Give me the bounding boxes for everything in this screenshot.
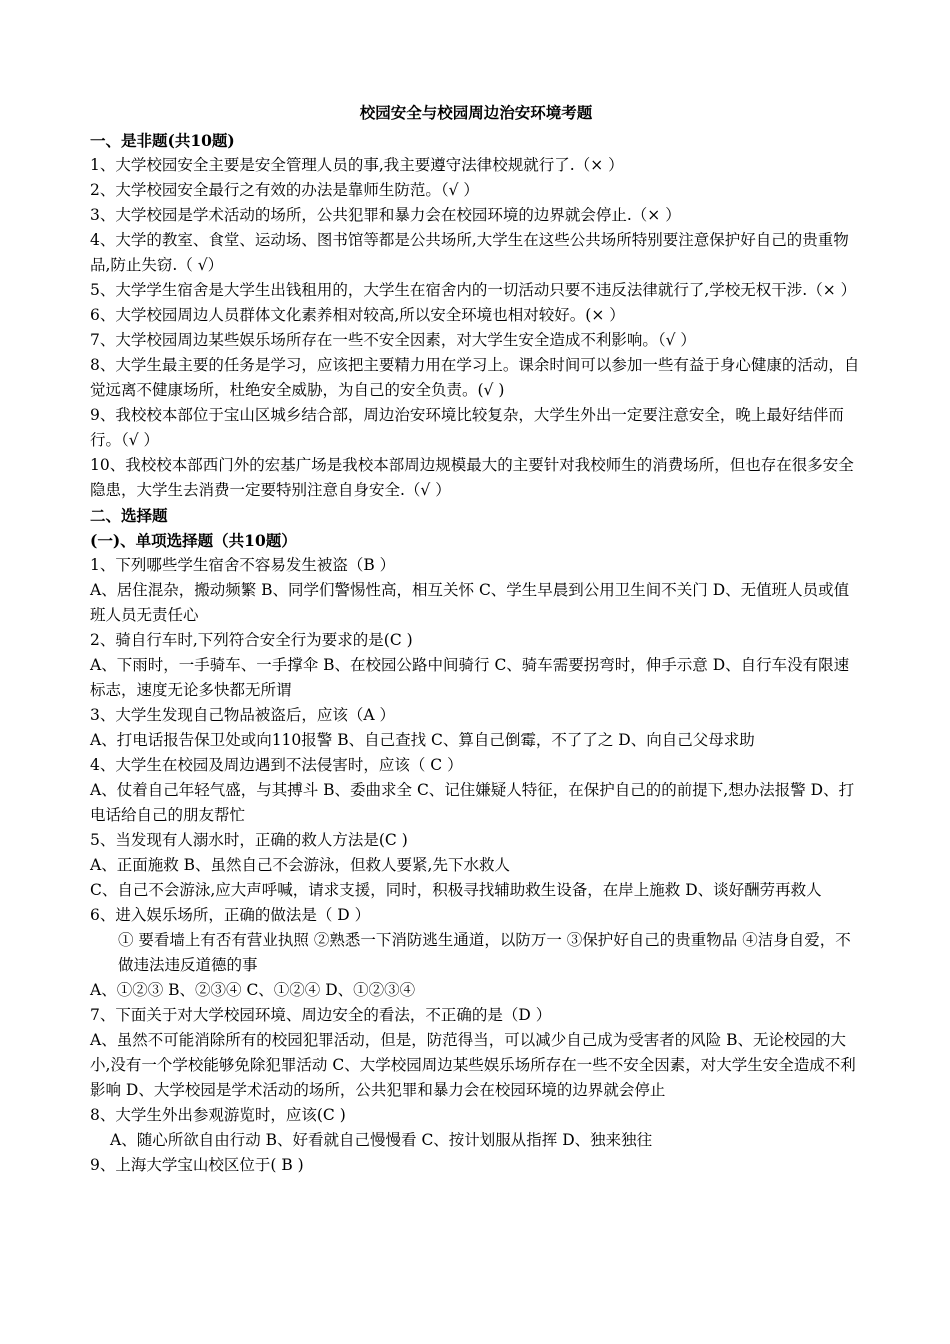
- choice-question: 7、下面关于对大学校园环境、周边安全的看法，不正确的是（D ）: [90, 1006, 552, 1024]
- choice-question: 8、大学生外出参观游览时，应该(C ): [90, 1106, 346, 1124]
- choice-question: 1、下列哪些学生宿舍不容易发生被盗（B ）: [90, 556, 396, 574]
- choice-options: A、虽然不可能消除所有的校园犯罪活动，但是，防范得当，可以减少自己成为受害者的风险 B、无论校园的大小,没有一个学校能够免除犯罪活动 C、大学校园周边某些娱乐场所存在一些不安全因素，对大学生安全造成不利影响 D、大学校园是学术活动的场所，公共犯罪和暴力会在校园环境的边界就会停止: [90, 1031, 856, 1099]
- true-false-question: 5、大学学生宿舍是大学生出钱租用的，大学生在宿舍内的一切活动只要不违反法律就行了,学校无权干涉.（× ）: [90, 281, 857, 299]
- true-false-question: 10、我校校本部西门外的宏基广场是我校本部周边规模最大的主要针对我校师生的消费场所，但也存在很多安全隐患，大学生去消费一定要特别注意自身安全.（√ ）: [90, 456, 854, 499]
- true-false-question: 7、大学校园周边某些娱乐场所存在一些不安全因素，对大学生安全造成不利影响。（√ ）: [90, 331, 696, 349]
- section-heading-choice: 二、选择题: [90, 506, 168, 525]
- true-false-question: 4、大学的教室、食堂、运动场、图书馆等都是公共场所,大学生在这些公共场所特别要注意保护好自己的贵重物品,防止失窃.（ √）: [90, 231, 849, 274]
- choice-options: C、自己不会游泳,应大声呼喊，请求支援，同时，积极寻找辅助救生设备，在岸上施救 D、谈好酬劳再救人: [90, 881, 822, 899]
- choice-question: 6、进入娱乐场所，正确的做法是（ D ）: [90, 906, 371, 924]
- choice-options: A、仗着自己年轻气盛，与其搏斗 B、委曲求全 C、记住嫌疑人特征，在保护自己的的前提下,想办法报警 D、打电话给自己的朋友帮忙: [90, 781, 855, 824]
- true-false-question: 9、我校校本部位于宝山区城乡结合部，周边治安环境比较复杂，大学生外出一定要注意安全，晚上最好结伴而行。（√ ）: [90, 406, 844, 449]
- choice-options: A、下雨时，一手骑车、一手撑伞 B、在校园公路中间骑行 C、骑车需要拐弯时，伸手示意 D、自行车没有限速标志，速度无论多快都无所谓: [90, 656, 850, 699]
- document-page: [90, 100, 862, 1178]
- choice-question: 2、骑自行车时,下列符合安全行为要求的是(C ): [90, 631, 413, 649]
- choice-options: A、居住混杂，搬动频繁 B、同学们警惕性高，相互关怀 C、学生早晨到公用卫生间不关门 D、无值班人员或值班人员无责任心: [90, 581, 850, 624]
- choice-question: 3、大学生发现自己物品被盗后，应该（A ）: [90, 706, 395, 724]
- true-false-question: 1、大学校园安全主要是安全管理人员的事,我主要遵守法律校规就行了.（× ）: [90, 156, 624, 174]
- true-false-question: 2、大学校园安全最行之有效的办法是靠师生防范。（√ ）: [90, 181, 479, 199]
- choice-options: A、随心所欲自由行动 B、好看就自己慢慢看 C、按计划服从指挥 D、独来独往: [110, 1131, 653, 1149]
- choice-question: 5、当发现有人溺水时，正确的救人方法是(C ): [90, 831, 408, 849]
- true-false-question: 3、大学校园是学术活动的场所，公共犯罪和暴力会在校园环境的边界就会停止.（× ）: [90, 206, 681, 224]
- subsection-heading-single-choice: (一)、单项选择题（共10题）: [90, 531, 297, 550]
- choice-options: A、正面施救 B、虽然自己不会游泳，但救人要紧,先下水救人: [90, 856, 510, 874]
- choice-statements: ① 要看墙上有否有营业执照 ②熟悉一下消防逃生通道，以防万一 ③保护好自己的贵重物品 ④洁身自爱，不做违法违反道德的事: [118, 931, 851, 974]
- document-title: 校园安全与校园周边治安环境考题: [359, 103, 593, 122]
- choice-question: 4、大学生在校园及周边遇到不法侵害时，应该（ C ）: [90, 756, 463, 774]
- choice-options: A、打电话报告保卫处或向110报警 B、自己查找 C、算自己倒霉，不了了之 D、向自己父母求助: [90, 731, 755, 749]
- choice-question: 9、上海大学宝山校区位于( B ): [90, 1156, 304, 1174]
- true-false-question: 6、大学校园周边人员群体文化素养相对较高,所以安全环境也相对较好。(× ）: [90, 306, 625, 324]
- section-heading-true-false: 一、是非题(共10题): [90, 131, 235, 150]
- choice-options: A、①②③ B、②③④ C、①②④ D、①②③④: [90, 981, 416, 999]
- true-false-question: 8、大学生最主要的任务是学习，应该把主要精力用在学习上。课余时间可以参加一些有益于身心健康的活动，自觉远离不健康场所，杜绝安全威胁，为自己的安全负责。(√ ): [90, 356, 860, 399]
